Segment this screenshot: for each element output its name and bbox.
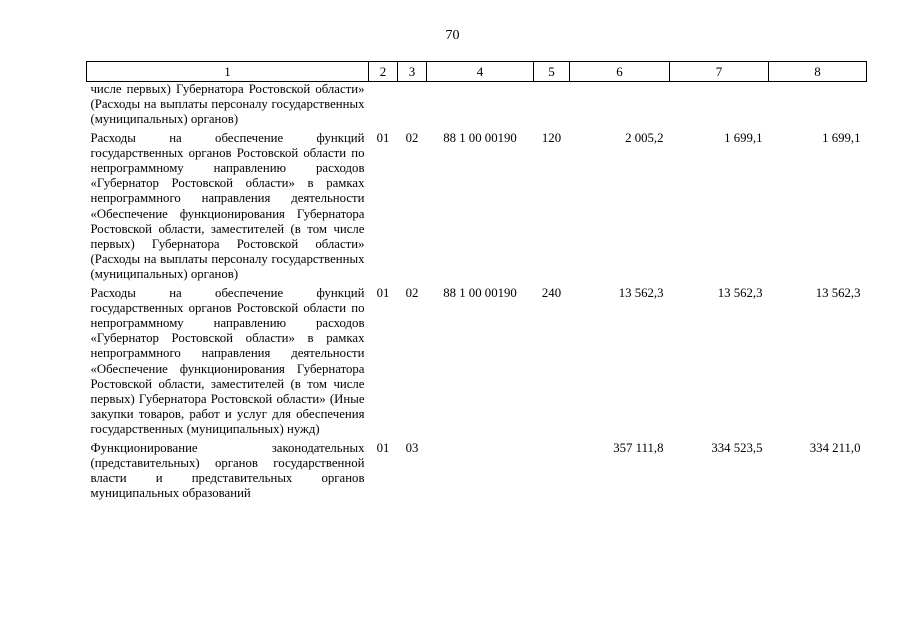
section-code [369, 82, 398, 131]
amount-year-3: 13 562,3 [815, 285, 861, 300]
expense-type-code [534, 441, 570, 505]
expense-name: числе первых) Губернатора Ростовской области» (Расходы на выплаты персоналу государственных (муниципальных) органов) [90, 82, 365, 127]
subsection-code: 02 [405, 285, 419, 300]
table-row [87, 286, 867, 441]
subsection-code [398, 82, 427, 131]
budget-table [86, 61, 867, 504]
target-article-code [427, 82, 534, 131]
expense-name: Функционирование законодательных (представительных) органов государственной власти и представительных органов муниципальных образований [90, 440, 365, 501]
amount-year-1: 13 562,3 [618, 285, 664, 300]
section-code: 01 [376, 285, 390, 300]
subsection-code: 02 [405, 130, 419, 145]
target-article-code: 88 1 00 00190 [443, 285, 517, 300]
header-col-8: 8 [769, 62, 867, 82]
amount-year-1 [570, 82, 670, 131]
amount-year-2: 334 523,5 [711, 440, 763, 455]
table-row [87, 131, 867, 286]
header-col-3: 3 [398, 62, 427, 82]
header-col-7: 7 [670, 62, 769, 82]
header-col-2: 2 [369, 62, 398, 82]
header-col-6: 6 [570, 62, 670, 82]
page-number: 70 [445, 28, 460, 43]
expense-type-code: 120 [541, 130, 562, 145]
header-col-4: 4 [427, 62, 534, 82]
amount-year-3 [769, 82, 867, 131]
amount-year-3: 1 699,1 [822, 130, 861, 145]
expense-type-code: 240 [541, 285, 562, 300]
table-body [87, 82, 867, 505]
subsection-code: 03 [405, 440, 419, 455]
amount-year-3: 334 211,0 [809, 440, 861, 455]
amount-year-2: 13 562,3 [717, 285, 763, 300]
table-row [87, 441, 867, 505]
amount-year-1: 357 111,8 [613, 440, 664, 455]
table-row [87, 82, 867, 131]
expense-type-code [534, 82, 570, 131]
expense-name: Расходы на обеспечение функций государственных органов Ростовской области по непрограммному направлению расходов «Губернатор Ростовской области» в рамках непрограммного направления деятельности «Обеспечение функционирования Губернатора Ростовской области, заместителей (в том числе первых) Губернатора Ростовской области» (Расходы на выплаты персоналу государственных (муниципальных) органов) [90, 130, 365, 282]
header-col-5: 5 [534, 62, 570, 82]
section-code: 01 [376, 440, 390, 455]
table-header [87, 62, 867, 82]
expense-name: Расходы на обеспечение функций государственных органов Ростовской области по непрограммному направлению расходов «Губернатор Ростовской области» в рамках непрограммного направления деятельности «Обеспечение функционирования Губернатора Ростовской области, заместителей (в том числе первых) Губернатора Ростовской области» (Иные закупки товаров, работ и услуг для обеспечения государственных (муниципальных) нужд) [90, 285, 365, 437]
header-row [87, 62, 867, 82]
amount-year-2: 1 699,1 [724, 130, 763, 145]
amount-year-1: 2 005,2 [625, 130, 664, 145]
amount-year-2 [670, 82, 769, 131]
target-article-code: 88 1 00 00190 [443, 130, 517, 145]
section-code: 01 [376, 130, 390, 145]
header-col-1: 1 [87, 62, 369, 82]
target-article-code [427, 441, 534, 505]
